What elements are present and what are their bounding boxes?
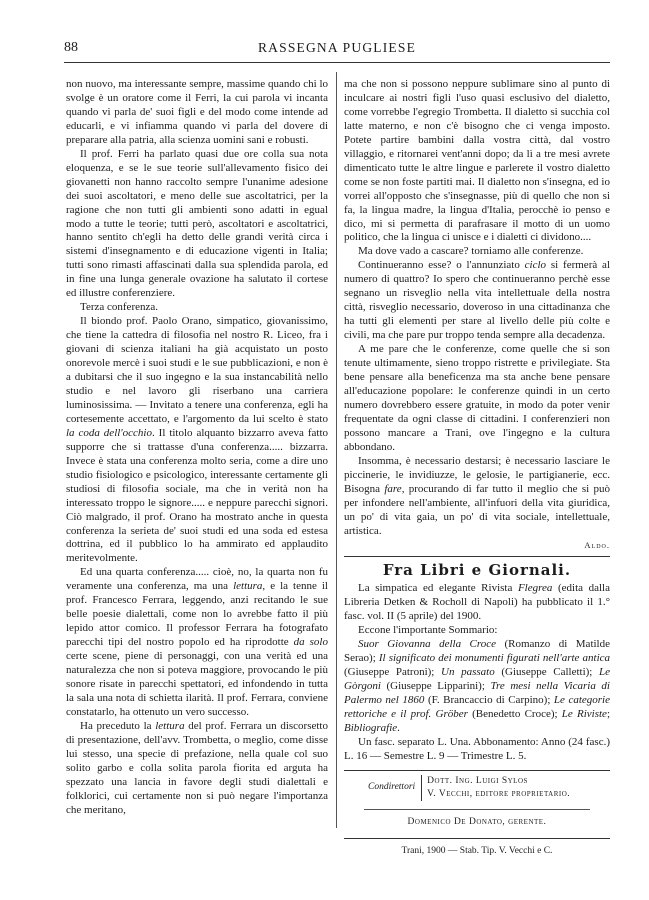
co-directors [368, 775, 610, 801]
co-directors-names [421, 775, 570, 801]
director-2: V. Vecchi, editore proprietario. [427, 788, 571, 799]
paragraph: Continueranno esse? o l'annunziato ciclo si fermerà al numero di quattro? Io spero che continueranno perchè esse segnano un risveglio nella vita intellettuale della nostra città, risveglio necessario, doveroso in una cittadinanza che ha tutti gli elementi per stare al livello delle più colte e civili, ma che pare pur troppo tenda sempre alla decadenza. [344, 259, 610, 342]
review-paragraph: Eccone l'importante Sommario: [358, 624, 498, 637]
section-rule [344, 556, 610, 557]
page-number: 88 [64, 40, 78, 55]
section-title: Fra Libri e Giornali. [382, 561, 572, 580]
column-divider [336, 72, 337, 828]
paragraph: Il prof. Ferri ha parlato quasi due ore colla sua nota eloquenza, e se le sue teorie sull'allevamento fisico dei giovanetti non hanno raccolto sempre l'unanime adesione dei suoi ascoltatori, e meno delle sue ascoltatrici, per la ragione che non tutti gli ambienti sono adatti in egual modo a tutte le teorie; tutti però, ascoltatori e ascoltatrici, hanno sentito ch'egli ha detto delle grandi verità circa i sistemi d'insegnamento e di educazione vigenti in Italia; tutti sono rimasti affascinati dalla sua splendida parola, ed in fine una lunga generale ovazione ha salutato il cortese ed illustre conferenziere. [66, 147, 328, 300]
imprint-line: Trani, 1900 — Stab. Tip. V. Vecchi e C. [401, 845, 553, 856]
paragraph: Ha preceduto la lettura del prof. Ferrara un discorsetto di presentazione, dell'avv. Trombetta, o meglio, come disse lui stesso, una specie di prefazione, nella quale col suo solito garbo e colla solita parola fiorita ed arguta ha spezzato una lancia in favore degli studi dialettali e folklorici, cui certamente non si può negare l'importanza che meritano, [66, 719, 328, 816]
page-header [64, 40, 610, 60]
manager-line: Domenico De Donato, gerente. [407, 816, 547, 827]
review-paragraph: Un fasc. separato L. Una. Abbonamento: Anno (24 fasc.) L. 16 — Semestre L. 9 — Trimestre L. 5. [344, 735, 610, 762]
review-paragraph: La simpatica ed elegante Rivista Flegrea (edita dalla Libreria Detken & Rocholl di Napoli) ha pubblicato il 1.° fasc. vol. II (5 aprile) del 1900. [344, 582, 610, 623]
paragraph: ma che non si possono neppure sublimare sino al punto di inculcare ai nostri figli l'uso quasi esclusivo del dialetto, come vorrebbe l'egregio Trombetta. Il dialetto si succhia col latte materno, e non c'è bisogno che ci venga imposto. Potete partire bambini dalla vostra città, dal vostro villaggio, e ritornarei vent'anni dopo; da lì a tre mesi avrete dimenticato tutte le altre lingue e parlerete il vostro dialetto come se non foste partiti mai. Il dialetto non s'insegna, ed io vorrei all'opposto che s'insegnasse, più di quello che non si fa, la lingua madre, la lingua d'Italia, perocchè io penso e dico, mi si permetta di parafrasare il motto di un uomo politico, che la lingua ci unisce e i dialetti ci dividono.... [344, 78, 610, 244]
co-directors-label: Condirettori [368, 782, 416, 793]
manager-rule [364, 809, 590, 810]
right-column [344, 78, 610, 859]
imprint-rule [344, 838, 610, 839]
paragraph: Ed una quarta conferenza..... cioè, no, la quarta non fu veramente una conferenza, ma una lettura, e la tenne il prof. Francesco Ferrara, leggendo, anzi recitando le sue belle poesie dialettali, come non lo avrebbe fatto il più lepido attor comico. Il professor Ferrara ha fotografato parecchi tipi del nostro popolo ed ha riprodotte da solo certe scene, piene di personaggi, con una verità ed una naturalezza che non si poteva maggiore, provocando le più sonore risate in parecchi spettatori, ed infondendo in tutta la sala una nota di schietta ilarità. Il prof. Ferrara, conviene constatarlo, ha ottenuto un vero successo. [66, 566, 328, 718]
author-signature: Aldo. [584, 540, 610, 551]
review-paragraph: Suor Giovanna della Croce (Romanzo di Matilde Serao); Il significato dei monumenti figurati nell'arte antica (Giuseppe Patroni); Un passato (Giuseppe Calletti); Le Gòrgoni (Giuseppe Lipparini); Tre mesi nella Vicaria di Palermo nel 1860 (F. Brancaccio di Carpino); Le categorie rettoriche e il prof. Gröber (Benedetto Croce); Le Riviste; Bibliografie. [344, 638, 611, 734]
left-column [66, 78, 328, 818]
article-continuation [344, 78, 610, 538]
director-1: Dott. Ing. Luigi Sylos [427, 775, 528, 786]
paragraph: Ma dove vado a cascare? torniamo alle conferenze. [358, 245, 584, 258]
paragraph: Il biondo prof. Paolo Orano, simpatico, giovanissimo, che tiene la cattedra di filosofia nel nostro R. Liceo, fra i giovani di scienza italiani ha già acquistato un posto onorevole mercè i suoi studi e le sue pubblicazioni, e non è a dubitarsi che il suo ingegno e la sua instancabilità nello studio e nel lavoro gli riserbano una carriera luminosissima. — Invitato a tenere una conferenza, egli ha cortesemente accettato, e l'argomento da lui scelto è stato la coda dell'occhio. Il titolo alquanto bizzarro aveva fatto supporre che si trattasse d'una conferenza..... bizzarra. Invece è stata una conferenza molto seria, come a dire uno studio fisiologico e psicologico, interessante certamente gli studiosi di filosofia sociale, ma che in verità non ha interessato troppo le signore..... e neppure parecchi signori. Ciò malgrado, il prof. Orano ha mostrato anche in questa conferenza la serieta de' suoi studi ed una soda ed estesa dottrina, ed il pubblico lo ha ammirato ed applaudito meritevolmente. [66, 315, 329, 565]
header-rule [64, 62, 610, 63]
paragraph: non nuovo, ma interessante sempre, massime quando chi lo svolge è un oratore come il Ferri, la cui parola vi incanta quando vi parla de' suoi figli e del modo come intende ad educarli, e vi infiamma quando vi parla del dovere di preparare alla patria, alla scienza uomini sani e robusti. [66, 78, 328, 146]
paragraph: Terza conferenza. [80, 301, 158, 314]
paragraph: A me pare che le conferenze, come quelle che si son tenute ultimamente, sieno troppo ristrette e privilegiate. Sta bene pensare alla beneficenza ma sta anche bene pensare all'educazione popolare: le conferenze quindi in un certo numero dovrebbero essere gratuite, in modo da poter venir frequentate da ogni classe di cittadini. I conferenzieri non possono mancare a Trani, ove l'ingegno e la cultura abbondano. [344, 343, 610, 453]
paragraph: Insomma, è necessario destarsi; è necessario lasciare le piccinerie, le invidiuzze, le gelosie, le partigianerie, ecc. Bisogna fare, procurando di far tutto il meglio che si può per infondere nell'ambiente, all'infuori della vita giuridica, un po' di vita gaia, un po' di vita sociale, intellettuale, artistica. [344, 454, 610, 537]
running-title: RASSEGNA PUGLIESE [257, 40, 417, 55]
colophon-rule [344, 770, 610, 771]
section-body [344, 582, 610, 763]
